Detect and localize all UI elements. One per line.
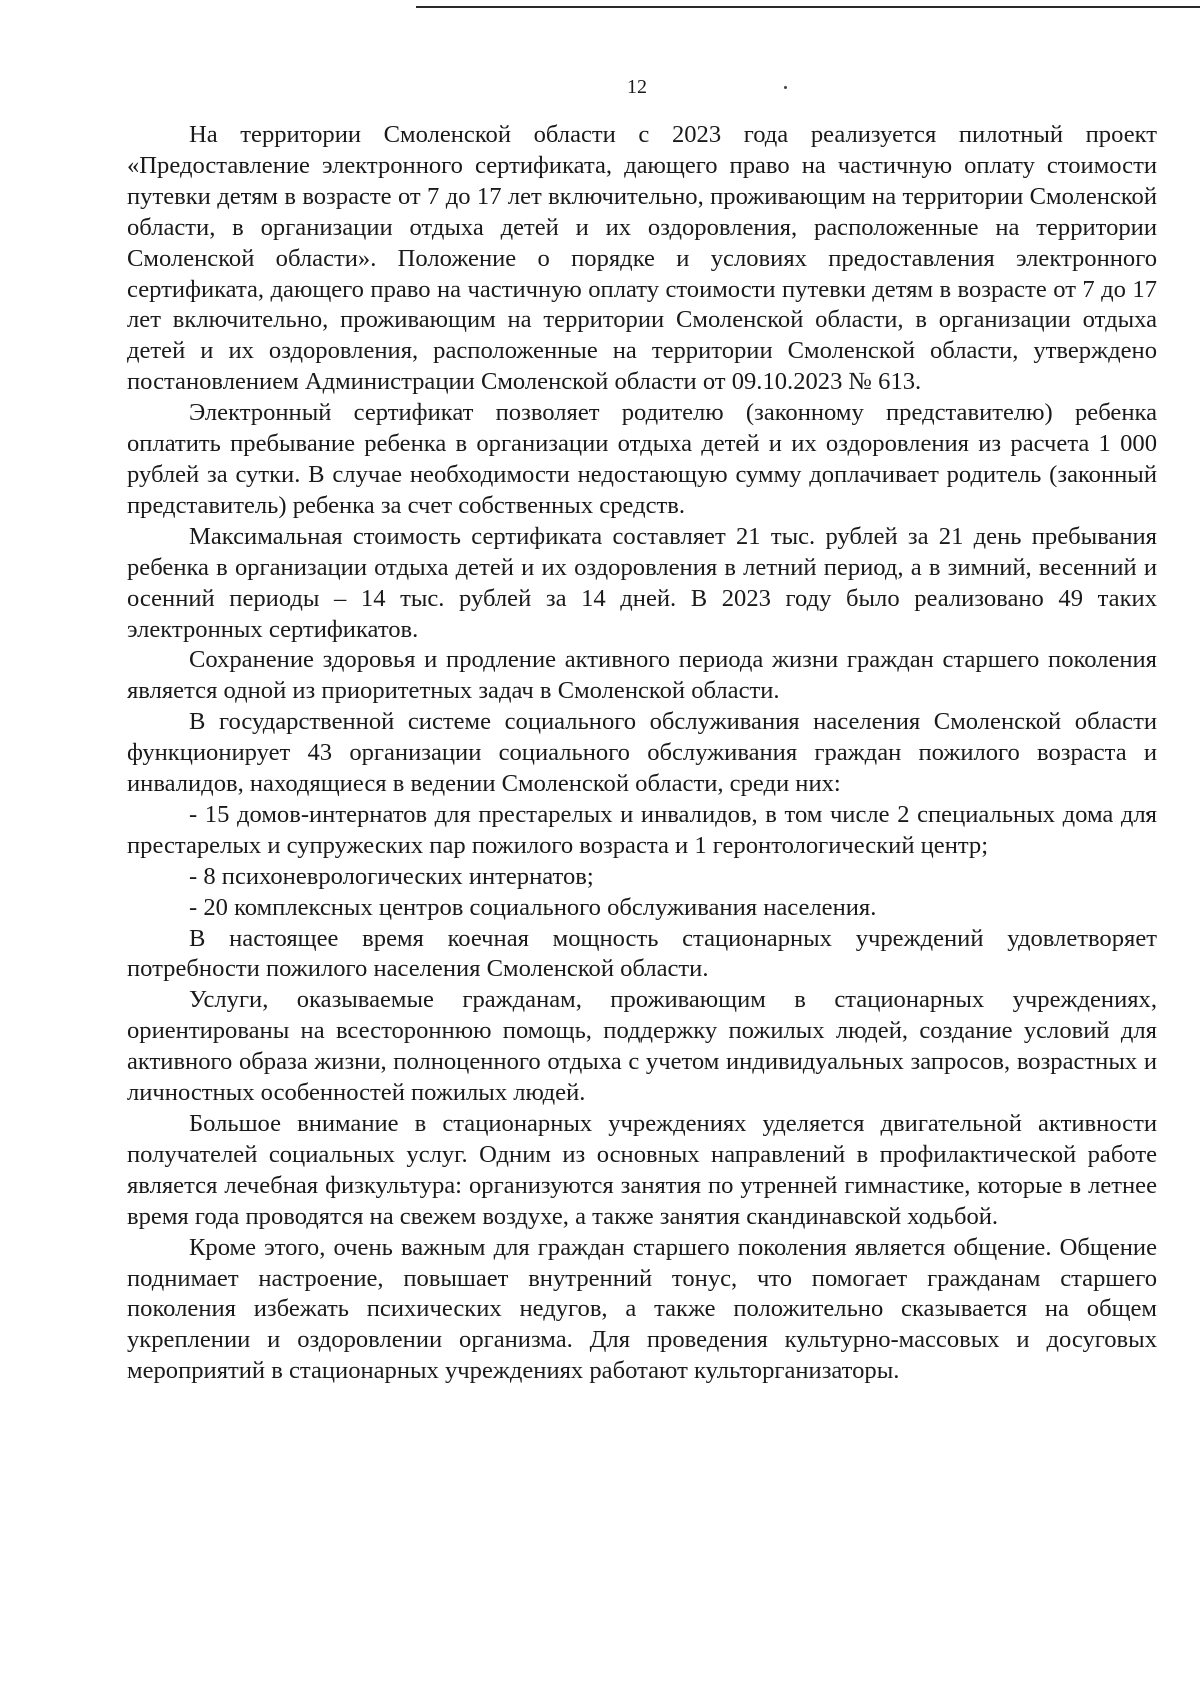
paragraph-certificate-payment: Электронный сертификат позволяет родителю (законному представителю) ребенка оплатить пребывание ребенка в организации отдыха детей и их оздоровления из расчета 1 000 рублей за сутки. В случае необходимости недостающую сумму доплачивает родитель (законный представитель) ребенка за счет собственных средств. — [127, 399, 1157, 519]
paragraph-bed-capacity: В настоящее время коечная мощность стационарных учреждений удовлетворяет потребности пожилого населения Смоленской области. — [127, 924, 1157, 983]
scan-border-line — [370, 6, 1200, 8]
paragraph-communication: Кроме этого, очень важным для граждан старшего поколения является общение. Общение поднимает настроение, повышает внутренний тонус, что помогает гражданам старшего поколения избежать психических недугов, а также положительно сказывается на общем укреплении и оздоровлении организма. Для проведения культурно-массовых и досуговых мероприятий в стационарных учреждениях работают культорганизаторы. — [127, 1233, 1157, 1385]
list-item-psychoneurological-boarding: - 8 психоневрологических интернатов; — [189, 862, 594, 890]
list-item-complex-centers: - 20 комплексных центров социального обслуживания населения. — [189, 893, 877, 921]
paragraph-elderly-health-priority: Сохранение здоровья и продление активного периода жизни граждан старшего поколения является одной из приоритетных задач в Смоленской области. — [127, 646, 1157, 705]
document-body — [127, 120, 1157, 1387]
page-number: 12 — [627, 76, 647, 98]
paragraph-social-service-organizations: В государственной системе социального обслуживания населения Смоленской области функционирует 43 организации социального обслуживания граждан пожилого возраста и инвалидов, находящиеся в ведении Смоленской области, среди них: — [127, 708, 1157, 798]
paragraph-services-provided: Услуги, оказываемые гражданам, проживающим в стационарных учреждениях, ориентированы на всестороннюю помощь, поддержку пожилых людей, создание условий для активного образа жизни, полноценного отдыха с учетом индивидуальных запросов, возрастных и личностных особенностей пожилых людей. — [127, 986, 1157, 1107]
scan-border-gap — [370, 6, 416, 8]
list-item-nursing-homes: - 15 домов-интернатов для престарелых и инвалидов, в том числе 2 специальных дома для престарелых и супружеских пар пожилого возраста и 1 геронтологический центр; — [127, 800, 1157, 859]
paragraph-physical-activity: Большое внимание в стационарных учреждениях уделяется двигательной активности получателей социальных услуг. Одним из основных направлений в профилактической работе является лечебная физкультура: организуются занятия по утренней гимнастике, которые в летнее время года проводятся на свежем воздухе, а также занятия скандинавской ходьбой. — [127, 1110, 1157, 1230]
paragraph-pilot-project: На территории Смоленской области с 2023 года реализуется пилотный проект «Предоставление электронного сертификата, дающего право на частичную оплату стоимости путевки детям в возрасте от 7 до 17 лет включительно, проживающим на территории Смоленской области, в организации отдыха детей и их оздоровления, расположенные на территории Смоленской области». Положение о порядке и условиях предоставления электронного сертификата, дающего право на частичную оплату стоимости путевки детям в возрасте от 7 до 17 лет включительно, проживающим на территории Смоленской области, в организации отдыха детей и их оздоровления, расположенные на территории Смоленской области, утверждено постановлением Администрации Смоленской области от 09.10.2023 № 613. — [127, 121, 1157, 396]
paragraph-certificate-maximum: Максимальная стоимость сертификата составляет 21 тыс. рублей за 21 день пребывания ребенка в организации отдыха детей и их оздоровления в летний период, а в зимний, весенний и осенний периоды – 14 тыс. рублей за 14 дней. В 2023 году было реализовано 49 таких электронных сертификатов. — [127, 522, 1157, 643]
